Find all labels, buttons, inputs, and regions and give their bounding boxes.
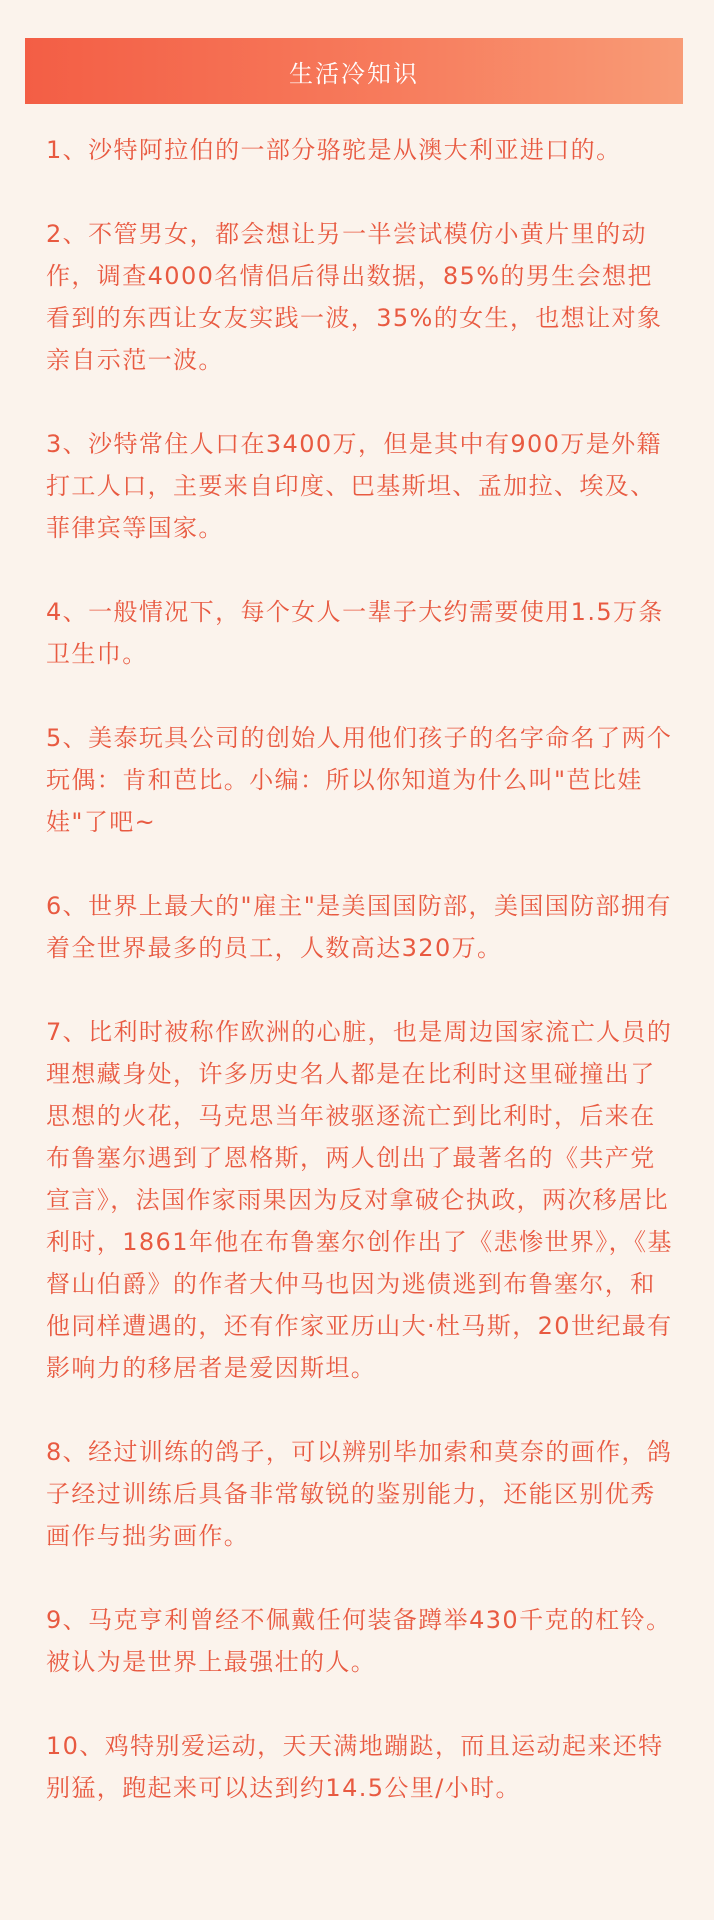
section-header (25, 38, 683, 104)
fact-item-3: 3、沙特常住人口在3400万，但是其中有900万是外籍打工人口，主要来自印度、巴基斯坦、孟加拉、埃及、菲律宾等国家。 (46, 430, 662, 542)
fact-item-7: 7、比利时被称作欧洲的心脏，也是周边国家流亡人员的理想藏身处，许多历史名人都是在比利时这里碰撞出了思想的火花，马克思当年被驱逐流亡到比利时，后来在布鲁塞尔遇到了恩格斯，两人创出了最著名的《共产党宣言》，法国作家雨果因为反对拿破仑执政，两次移居比利时，1861年他在布鲁塞尔创作出了《悲惨世界》，《基督山伯爵》的作者大仲马也因为逃债逃到布鲁塞尔，和他同样遭遇的，还有作家亚历山大·杜马斯，20世纪最有影响力的移居者是爱因斯坦。 (46, 1018, 673, 1382)
fact-item-10: 10、鸡特别爱运动，天天满地蹦跶，而且运动起来还特别猛，跑起来可以达到约14.5公里/小时。 (46, 1732, 664, 1802)
facts-list (46, 129, 676, 1851)
fact-item-9: 9、马克亨利曾经不佩戴任何装备蹲举430千克的杠铃。被认为是世界上最强壮的人。 (46, 1606, 672, 1676)
section-title: 生活冷知识 (289, 59, 419, 88)
fact-item-2: 2、不管男女，都会想让另一半尝试模仿小黄片里的动作，调查4000名情侣后得出数据，85%的男生会想把看到的东西让女友实践一波，35%的女生，也想让对象亲自示范一波。 (46, 220, 663, 374)
fact-item-5: 5、美泰玩具公司的创始人用他们孩子的名字命名了两个玩偶：肯和芭比。小编：所以你知道为什么叫"芭比娃娃"了吧~ (46, 724, 673, 836)
fact-item-6: 6、世界上最大的"雇主"是美国国防部，美国国防部拥有着全世界最多的员工，人数高达320万。 (46, 892, 672, 962)
fact-item-8: 8、经过训练的鸽子，可以辨别毕加索和莫奈的画作，鸽子经过训练后具备非常敏锐的鉴别能力，还能区别优秀画作与拙劣画作。 (46, 1438, 673, 1550)
fact-item-1: 1、沙特阿拉伯的一部分骆驼是从澳大利亚进口的。 (46, 136, 622, 164)
fact-item-4: 4、一般情况下，每个女人一辈子大约需要使用1.5万条卫生巾。 (46, 598, 664, 668)
